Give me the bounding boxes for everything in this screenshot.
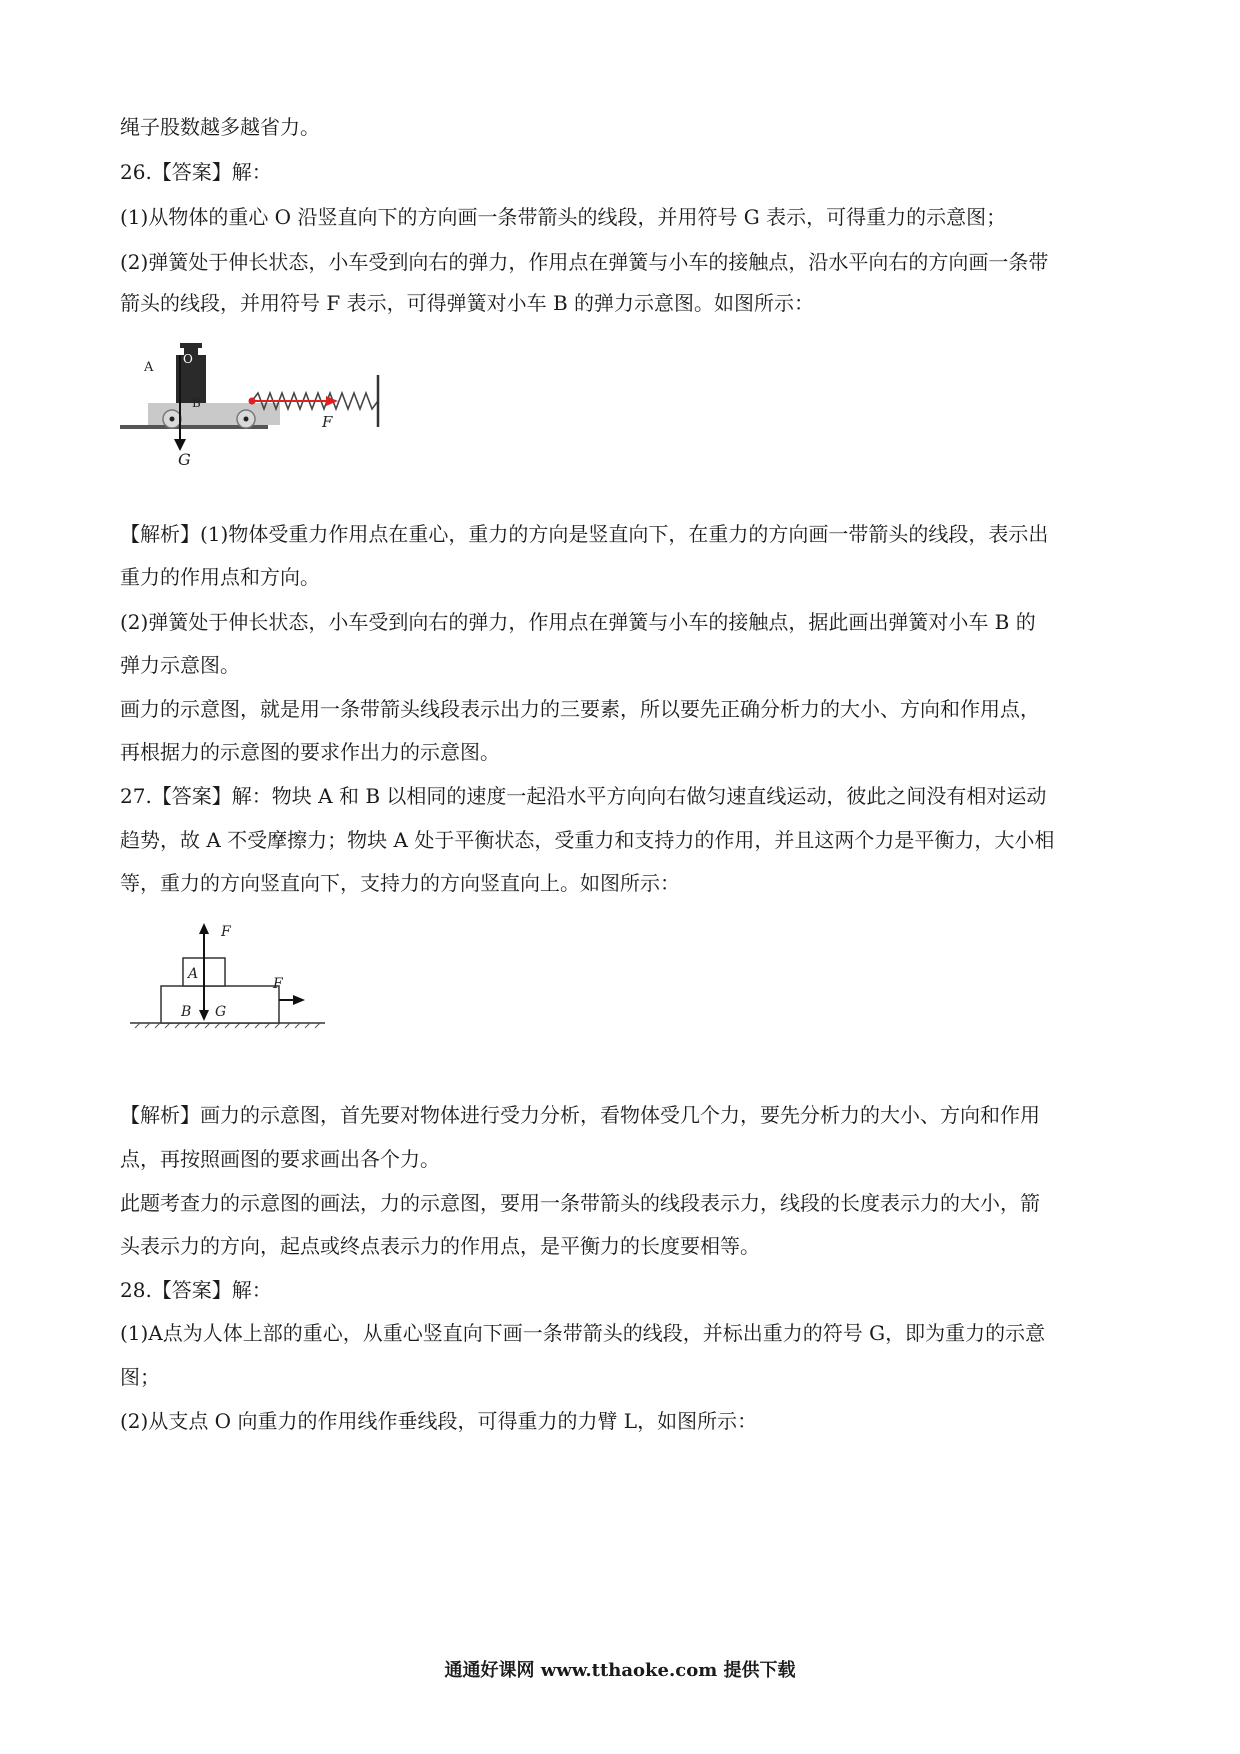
text-line: 趋势，故 A 不受摩擦力；物块 A 处于平衡状态，受重力和支持力的作用，并且这两个力是平衡力，大小相 xyxy=(120,828,1055,852)
label-F-up: F xyxy=(221,924,231,940)
figure-stacked-blocks xyxy=(125,918,335,1043)
support-arrowhead xyxy=(199,923,209,934)
text-line: 重力的作用点和方向。 xyxy=(120,565,320,589)
label-A: A xyxy=(188,966,199,982)
text-line: (1)从物体的重心 O 沿竖直向下的方向画一条带箭头的线段，并用符号 G 表示，可得重力的示意图； xyxy=(120,205,1007,229)
label-G: G xyxy=(178,450,191,469)
text-line: 26.【答案】解： xyxy=(120,160,272,184)
text-line: 等，重力的方向竖直向下，支持力的方向竖直向上。如图所示： xyxy=(120,871,680,895)
text-line: 【解析】画力的示意图，首先要对物体进行受力分析，看物体受几个力，要先分析力的大小、方向和作用 xyxy=(120,1103,1040,1127)
text-line: 【解析】(1)物体受重力作用点在重心，重力的方向是竖直向下，在重力的方向画一带箭头的线段，表示出 xyxy=(120,522,1049,546)
figure-cart-spring xyxy=(110,335,440,525)
text-line: (2)弹簧处于伸长状态，小车受到向右的弹力，作用点在弹簧与小车的接触点，沿水平向右的方向画一条带 xyxy=(120,250,1049,274)
text-line: 弹力示意图。 xyxy=(120,653,240,677)
text-line: 箭头的线段，并用符号 F 表示，可得弹簧对小车 B 的弹力示意图。如图所示： xyxy=(120,291,815,315)
text-line: 再根据力的示意图的要求作出力的示意图。 xyxy=(120,740,500,764)
label-B: B xyxy=(181,1004,192,1020)
label-F-right: F xyxy=(273,976,283,992)
text-line: 头表示力的方向，起点或终点表示力的作用点，是平衡力的长度要相等。 xyxy=(120,1234,760,1258)
label-O: O xyxy=(183,352,193,366)
label-B: B xyxy=(192,396,201,410)
text-line: 绳子股数越多越省力。 xyxy=(120,115,320,139)
text-line: 画力的示意图，就是用一条带箭头线段表示出力的三要素，所以要先正确分析力的大小、方向和作用点， xyxy=(120,697,1040,721)
text-line: 27.【答案】解：物块 A 和 B 以相同的速度一起沿水平方向向右做匀速直线运动，彼此之间没有相对运动 xyxy=(120,784,1047,808)
text-line: 28.【答案】解： xyxy=(120,1278,272,1302)
page-footer: 通通好课网 www.tthaoke.com 提供下载 xyxy=(444,1660,796,1681)
label-A: A xyxy=(144,360,154,375)
text-line: 此题考查力的示意图的画法，力的示意图，要用一条带箭头的线段表示力，线段的长度表示力的大小，箭 xyxy=(120,1191,1040,1215)
text-line: (2)从支点 O 向重力的作用线作垂线段，可得重力的力臂 L，如图所示： xyxy=(120,1409,758,1433)
text-line: (1)A点为人体上部的重心，从重心竖直向下画一条带箭头的线段，并标出重力的符号 G，即为重力的示意 xyxy=(120,1321,1046,1345)
force-arrowhead xyxy=(293,995,305,1005)
label-G: G xyxy=(215,1004,227,1020)
text-line: 图； xyxy=(120,1365,160,1389)
text-line: (2)弹簧处于伸长状态，小车受到向右的弹力，作用点在弹簧与小车的接触点，据此画出弹簧对小车 B 的 xyxy=(120,610,1036,634)
label-F: F xyxy=(322,413,333,431)
text-line: 点，再按照画图的要求画出各个力。 xyxy=(120,1147,440,1171)
